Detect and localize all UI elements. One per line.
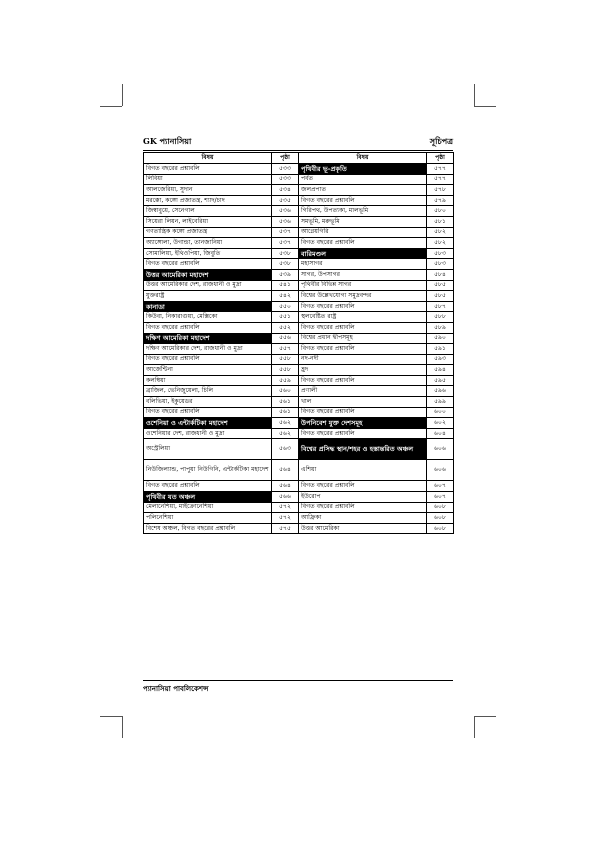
topic-cell: মহাসাগর — [299, 259, 427, 270]
section-heading: উত্তর আমেরিকা মহাদেশ — [144, 269, 272, 280]
topic-cell: সাগর, উপসাগর — [299, 269, 427, 280]
page-number-cell: ৫৬১ — [272, 407, 299, 418]
table-row — [144, 280, 454, 291]
crop-mark-bottom-right-v — [474, 716, 475, 738]
crop-mark-top-left-v — [122, 84, 123, 106]
topic-cell: পর্বত — [299, 174, 427, 185]
topic-cell: দক্ষিণ আমেরিকার দেশ, রাজধানী ও মুদ্রা — [144, 344, 272, 355]
table-row — [144, 312, 454, 323]
topic-cell: প্রণালী — [299, 386, 427, 397]
page-number-cell: ৫৬৩ — [272, 439, 299, 460]
page-number-cell: ৫৪১ — [272, 280, 299, 291]
page-number-cell: ৫৬৬ — [272, 492, 299, 503]
page-number-cell: ৫৩৩ — [272, 174, 299, 185]
topic-cell: মরক্কো, কঙ্গো প্রজাতন্ত্র, শ্যাদ/চাদ — [144, 195, 272, 206]
page-number-cell: ৫৩৫ — [272, 195, 299, 206]
section-heading: বিশ্বের প্রসিদ্ধ স্থান/শহর ও হস্তান্তরিত অঞ্চল — [299, 439, 427, 460]
topic-cell: আলজেরিয়া, সুদান — [144, 185, 272, 196]
page-number-cell: ৫৭২ — [272, 513, 299, 524]
page-number-cell: ৫৩৬ — [272, 206, 299, 217]
topic-cell: উত্তর আমেরিকার দেশ, রাজধানী ও মুদ্রা — [144, 280, 272, 291]
page-number-cell: ৫৩৩ — [272, 164, 299, 175]
table-row — [144, 460, 454, 481]
topic-cell: কলম্বিয়া — [144, 375, 272, 386]
page-number-cell: ৫৯৬ — [427, 386, 454, 397]
table-row — [144, 216, 454, 227]
page-number-cell: ৫৩৮ — [272, 248, 299, 259]
table-row — [144, 238, 454, 249]
topic-cell: বিশেষ অঞ্চল, বিগত বছরের প্রশ্নাবলি — [144, 523, 272, 534]
topic-cell: গণতান্ত্রিক কঙ্গো প্রজাতন্ত্র — [144, 227, 272, 238]
page-number-cell: ৫৪২ — [272, 291, 299, 302]
topic-cell: হ্রদ — [299, 365, 427, 376]
column-header-subject-right: বিষয় — [299, 153, 427, 164]
page-header — [143, 136, 453, 151]
table-row — [144, 291, 454, 302]
table-row — [144, 322, 454, 333]
section-heading: বারিমণ্ডল — [299, 248, 427, 259]
crop-mark-top-right-v — [474, 84, 475, 106]
topic-cell: বিগত বছরের প্রশ্নাবলি — [299, 344, 427, 355]
topic-cell: আফ্রিকা — [299, 513, 427, 524]
page-number-cell: ৫৭৭ — [427, 174, 454, 185]
column-header-page-left: পৃষ্ঠা — [272, 153, 299, 164]
topic-cell: উত্তর আমেরিকা — [299, 523, 427, 534]
topic-cell: খাল — [299, 397, 427, 408]
page-footer: প্যানাসিয়া পাবলিকেশন্স — [143, 684, 209, 693]
topic-cell: গিরিপথ, উপত্যকা, মালভূমি — [299, 206, 427, 217]
topic-cell: অ্যাঙ্গোলা, উগান্ডা, তানজানিয়া — [144, 238, 272, 249]
crop-mark-bottom-right-h — [474, 716, 496, 717]
section-heading: পৃথিবীর যত অঞ্চল — [144, 492, 272, 503]
topic-cell: ইউরোপ — [299, 492, 427, 503]
page-number-cell: ৫৭২ — [272, 502, 299, 513]
page-number-cell: ৬০০ — [427, 407, 454, 418]
topic-cell: বিগত বছরের প্রশ্নাবলি — [299, 322, 427, 333]
page-number-cell: ৫৮৪ — [427, 269, 454, 280]
page-number-cell: ৫৯৫ — [427, 375, 454, 386]
page-number-cell: ৫৯৩ — [427, 354, 454, 365]
page-number-cell: ৫৬০ — [272, 386, 299, 397]
page-number-cell: ৫৭৮ — [427, 185, 454, 196]
page-number-cell: ৫৫৬ — [272, 333, 299, 344]
page-number-cell: ৫৮৫ — [427, 280, 454, 291]
topic-cell: নদ-নদী — [299, 354, 427, 365]
page-number-cell: ৫৩৬ — [272, 216, 299, 227]
topic-cell: অস্ট্রেলিয়া — [144, 439, 272, 460]
topic-cell: সিয়েরা লিয়ন, লাইবেরিয়া — [144, 216, 272, 227]
table-row — [144, 206, 454, 217]
page-number-cell: ৬০৪ — [427, 428, 454, 439]
header-section-title: সূচিপত্র — [429, 136, 453, 146]
topic-cell: ওশেনিয়ার দেশ, রাজধানী ও মুদ্রা — [144, 428, 272, 439]
topic-cell: জিম্বাবুয়ে, সেনেগাল — [144, 206, 272, 217]
topic-cell: বিগত বছরের প্রশ্নাবলি — [144, 322, 272, 333]
topic-cell: বিশ্বের উল্লেখযোগ্য সমুদ্রবন্দর — [299, 291, 427, 302]
table-row — [144, 301, 454, 312]
topic-cell: বিগত বছরের প্রশ্নাবলি — [299, 428, 427, 439]
topic-cell: বিগত বছরের প্রশ্নাবলি — [299, 195, 427, 206]
topic-cell: ব্রাজিল, ভেনিজুয়েলা, চিলি — [144, 386, 272, 397]
table-row — [144, 195, 454, 206]
page-number-cell: ৫৯০ — [427, 333, 454, 344]
table-row — [144, 386, 454, 397]
topic-cell: বিশ্বের প্রধান দ্বীপসমূহ — [299, 333, 427, 344]
topic-cell: বিগত বছরের প্রশ্নাবলি — [144, 407, 272, 418]
table-row — [144, 407, 454, 418]
page-number-cell: ৫৮৭ — [427, 301, 454, 312]
page-number-cell: ৫৩৯ — [272, 269, 299, 280]
page-number-cell: ৫৩৭ — [272, 238, 299, 249]
topic-cell: বিগত বছরের প্রশ্নাবলি — [144, 164, 272, 175]
page-number-cell: ৫৮৮ — [427, 312, 454, 323]
page-number-cell: ৫৫৮ — [272, 365, 299, 376]
contents-table — [143, 152, 454, 534]
table-row — [144, 365, 454, 376]
page-number-cell: ৬০২ — [427, 418, 454, 429]
topic-cell: পৃথিবীর বিভিন্ন সাগর — [299, 280, 427, 291]
topic-cell: সোমালিয়া, ইথিওপিয়া, জিবুতি — [144, 248, 272, 259]
section-heading: কানাডা — [144, 301, 272, 312]
crop-mark-top-left-h — [100, 106, 122, 107]
table-row — [144, 428, 454, 439]
table-row — [144, 227, 454, 238]
page-number-cell: ৫৫৮ — [272, 354, 299, 365]
page-number-cell: ৫৮২ — [427, 238, 454, 249]
page-number-cell: ৬০৬ — [427, 439, 454, 460]
page-number-cell: ৫৭৫ — [272, 523, 299, 534]
topic-cell: এশিয়া — [299, 460, 427, 481]
topic-cell: বিগত বছরের প্রশ্নাবলি — [299, 502, 427, 513]
topic-cell: বিগত বছরের প্রশ্নাবলি — [299, 407, 427, 418]
table-row — [144, 174, 454, 185]
page-number-cell: ৫৮৯ — [427, 322, 454, 333]
table-row — [144, 492, 454, 503]
page-number-cell: ৫৩৮ — [272, 259, 299, 270]
section-heading: দক্ষিণ আমেরিকা মহাদেশ — [144, 333, 272, 344]
page-number-cell: ৫৩৪ — [272, 185, 299, 196]
header-book-title: GK প্যানাসিয়া — [143, 136, 192, 146]
page-number-cell: ৫৬১ — [272, 397, 299, 408]
page-number-cell: ৫৫১ — [272, 312, 299, 323]
column-header-page-right: পৃষ্ঠা — [427, 153, 454, 164]
page-number-cell: ৫৮০ — [427, 206, 454, 217]
topic-cell: নিউজিল্যান্ড, পাপুয়া নিউগিনি, এন্টার্কটিকা মহাদেশ — [144, 460, 272, 481]
page-number-cell: ৬০৮ — [427, 513, 454, 524]
page-number-cell: ৬০৮ — [427, 523, 454, 534]
page-number-cell: ৫৬৪ — [272, 481, 299, 492]
page-number-cell: ৫৩৭ — [272, 227, 299, 238]
table-row — [144, 354, 454, 365]
footer-rule — [143, 680, 453, 681]
page-number-cell: ৫৮৩ — [427, 248, 454, 259]
table-row — [144, 185, 454, 196]
page-number-cell: ৬০৭ — [427, 481, 454, 492]
topic-cell: লিবিয়া — [144, 174, 272, 185]
page-number-cell: ৫৬২ — [272, 418, 299, 429]
section-heading: উপনিবেশ যুক্ত দেশসমূহ — [299, 418, 427, 429]
topic-cell: কিউবা, নিকারাগুয়া, মেক্সিকো — [144, 312, 272, 323]
page-number-cell: ৫৮২ — [427, 227, 454, 238]
page-number-cell: ৫৯৯ — [427, 397, 454, 408]
page-number-cell: ৫৯১ — [427, 344, 454, 355]
topic-cell: স্থলবেষ্টিত রাষ্ট্র — [299, 312, 427, 323]
table-row — [144, 269, 454, 280]
page-number-cell: ৬০৭ — [427, 492, 454, 503]
page-number-cell: ৬০৬ — [427, 460, 454, 481]
table-row — [144, 375, 454, 386]
page-number-cell: ৫৮৩ — [427, 259, 454, 270]
topic-cell: বিগত বছরের প্রশ্নাবলি — [299, 301, 427, 312]
page-number-cell: ৫৯৪ — [427, 365, 454, 376]
page-number-cell: ৫৭৭ — [427, 164, 454, 175]
table-row — [144, 344, 454, 355]
topic-cell: জলপ্রপাত — [299, 185, 427, 196]
topic-cell: বলিভিয়া, ইকুয়েডর — [144, 397, 272, 408]
table-row — [144, 523, 454, 534]
topic-cell: বিগত বছরের প্রশ্নাবলি — [144, 481, 272, 492]
topic-cell: বিগত বছরের প্রশ্নাবলি — [299, 481, 427, 492]
page-number-cell: ৫৫৯ — [272, 375, 299, 386]
topic-cell: বিগত বছরের প্রশ্নাবলি — [144, 259, 272, 270]
table-row — [144, 513, 454, 524]
page-number-cell: ৫৫২ — [272, 322, 299, 333]
crop-mark-bottom-left-h — [100, 716, 122, 717]
table-body — [144, 164, 454, 534]
page-number-cell: ৫৮১ — [427, 216, 454, 227]
topic-cell: যুক্তরাষ্ট্র — [144, 291, 272, 302]
topic-cell: বিগত বছরের প্রশ্নাবলি — [299, 375, 427, 386]
topic-cell: সমভূমি, মরুভূমি — [299, 216, 427, 227]
page-content — [143, 136, 453, 534]
page-number-cell: ৫৮৫ — [427, 291, 454, 302]
table-row — [144, 397, 454, 408]
table-row — [144, 164, 454, 175]
topic-cell: মেলানেশিয়া, মাইক্রোনেশিয়া — [144, 502, 272, 513]
table-row — [144, 502, 454, 513]
topic-cell: পলিনেশিয়া — [144, 513, 272, 524]
table-row — [144, 439, 454, 460]
page-number-cell: ৫৭৯ — [427, 195, 454, 206]
table-header-row — [144, 153, 454, 164]
table-row — [144, 259, 454, 270]
page-number-cell: ৫৬৪ — [272, 460, 299, 481]
topic-cell: আর্জেন্টিনা — [144, 365, 272, 376]
crop-mark-top-right-h — [474, 106, 496, 107]
page-number-cell: ৫৫০ — [272, 301, 299, 312]
page-number-cell: ৫৬২ — [272, 428, 299, 439]
page-number-cell: ৬০৮ — [427, 502, 454, 513]
table-row — [144, 333, 454, 344]
column-header-subject-left: বিষয় — [144, 153, 272, 164]
table-row — [144, 481, 454, 492]
section-heading: ওশেনিয়া ও এন্টার্কটিকা মহাদেশ — [144, 418, 272, 429]
topic-cell: বিগত বছরের প্রশ্নাবলি — [299, 238, 427, 249]
table-row — [144, 248, 454, 259]
topic-cell: বিগত বছরের প্রশ্নাবলি — [144, 354, 272, 365]
table-row — [144, 418, 454, 429]
crop-mark-bottom-left-v — [122, 716, 123, 738]
section-heading: পৃথিবীর ভূ-প্রকৃতি — [299, 164, 427, 175]
page-number-cell: ৫৫৭ — [272, 344, 299, 355]
topic-cell: আগ্নেয়গিরি — [299, 227, 427, 238]
